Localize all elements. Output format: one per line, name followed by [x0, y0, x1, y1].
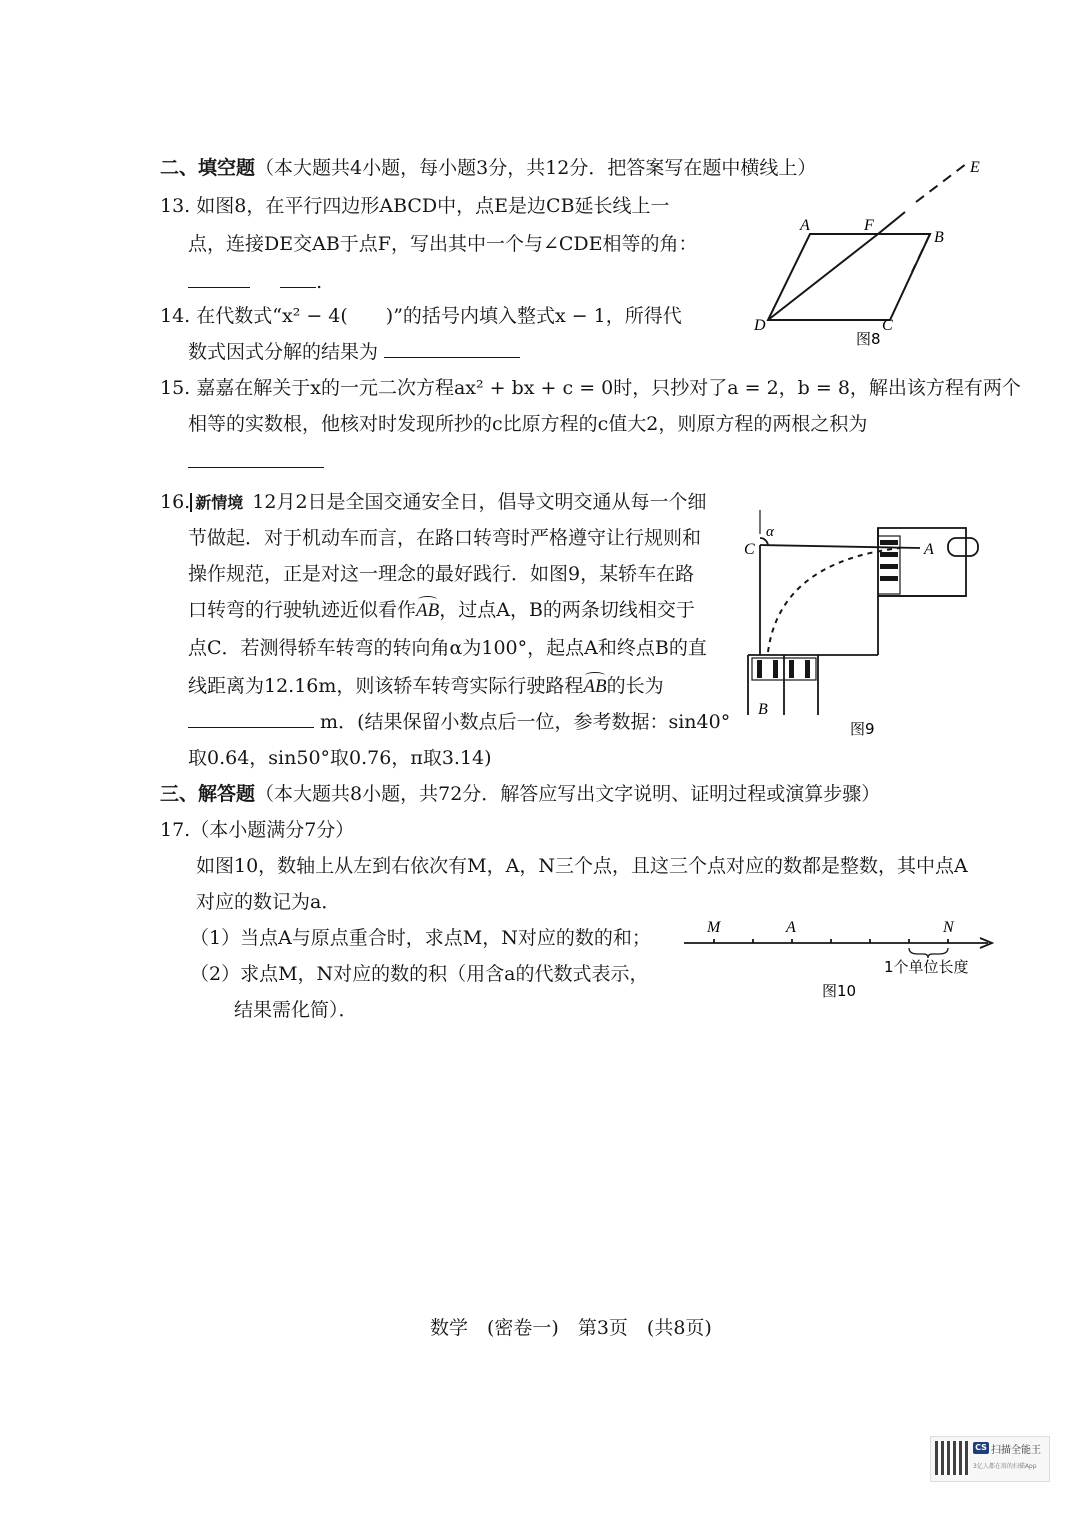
question-17-part-1-text: （1）当点A与原点重合时，求点M，N对应的数的和；	[190, 927, 651, 949]
crosswalk-stripes	[757, 540, 898, 678]
figure-10-caption: 图10	[822, 982, 857, 1000]
question-17-score: （本小题满分7分）	[190, 819, 355, 841]
label-F: F	[864, 217, 874, 234]
parallelogram-abcd	[768, 234, 930, 320]
qr-code-icon	[935, 1441, 969, 1475]
question-17-part-1	[190, 926, 651, 950]
label-N: N	[943, 919, 954, 936]
segment-fe-solid	[878, 212, 905, 234]
camscanner-logo-icon: CS	[973, 1442, 989, 1454]
question-15-line-1	[160, 376, 1021, 400]
question-13-number: 13.	[160, 195, 191, 217]
label-A-9: A	[924, 541, 934, 558]
question-17-text-1: 如图10，数轴上从左到右依次有M，A，N三个点，且这三个点对应的数都是整数，其中点A	[196, 855, 968, 877]
figure-8-parallelogram	[740, 150, 1000, 350]
answer-blank-13b[interactable]	[280, 271, 316, 288]
unit-length-brace	[909, 948, 948, 958]
label-A: A	[800, 217, 810, 234]
question-17-part-2-text-a: （2）求点M，N对应的数的积（用含a的代数式表示，	[190, 963, 649, 985]
section-3-heading	[160, 782, 880, 806]
label-E: E	[970, 159, 980, 176]
question-17-number: 17.	[160, 819, 191, 841]
label-C-9: C	[744, 541, 755, 558]
question-15-answer-line	[188, 450, 324, 474]
answer-blank-15[interactable]	[188, 451, 324, 468]
arc-ab-symbol: AB	[416, 600, 440, 621]
question-14-line-1	[160, 304, 682, 328]
question-17-part-2-text-b: 结果需化简）．	[234, 999, 358, 1021]
question-13-line-1	[160, 194, 670, 218]
label-A-10: A	[786, 919, 796, 936]
question-16-text-6a: 线距离为12.16m，则该轿车转弯实际行驶路程	[188, 675, 584, 697]
question-13-answer-line	[188, 270, 322, 294]
tangent-ca	[760, 545, 920, 548]
question-17-text-2: 对应的数记为a．	[196, 891, 341, 913]
question-13-line-2	[188, 232, 698, 256]
question-13-text-1: 如图8，在平行四边形ABCD中，点E是边CB延长线上一	[196, 195, 670, 217]
section-2-heading	[160, 156, 816, 180]
new-context-tag: 新情境	[190, 493, 246, 512]
camscanner-watermark	[930, 1436, 1050, 1482]
label-M: M	[707, 919, 721, 936]
question-16-text-7: m．(结果保留小数点后一位，参考数据：sin40°	[320, 711, 731, 733]
question-16-text-4b: ，过点A，B的两条切线相交于	[439, 599, 695, 621]
arc-ab-symbol-2: AB	[583, 676, 607, 697]
question-16-line-1	[160, 490, 707, 515]
question-16-line-5	[188, 636, 707, 660]
question-15-line-2	[188, 412, 867, 436]
question-17-part-2	[190, 962, 649, 986]
label-B: B	[934, 229, 944, 246]
question-16-text-4a: 口转弯的行驶轨迹近似看作	[188, 599, 417, 621]
question-13-end: .	[316, 271, 323, 293]
answer-blank-13a[interactable]	[188, 271, 250, 288]
label-B-9: B	[758, 701, 768, 718]
extension-be-dashed	[916, 164, 966, 202]
question-16-line-3	[188, 562, 694, 586]
question-14-text-1: 在代数式“x² − 4( )”的括号内填入整式x − 1，所得代	[196, 305, 682, 327]
question-16-text-6b: 的长为	[606, 675, 664, 697]
extension-cb-dashed	[912, 234, 930, 272]
label-alpha: α	[766, 524, 774, 540]
figure-10-number-line	[680, 912, 1000, 1006]
app-subtitle: 3亿人都在用的扫描App	[973, 1463, 1037, 1470]
question-17-header	[160, 818, 354, 842]
question-16-number: 16.	[160, 491, 191, 513]
question-16-line-8	[188, 746, 492, 770]
question-16-line-7	[188, 710, 730, 734]
label-C: C	[882, 317, 893, 334]
question-16-line-6	[188, 674, 664, 699]
question-15-text-2: 相等的实数根，他核对时发现所抄的c比原方程的c值大2，则原方程的两根之积为	[188, 413, 868, 435]
question-14-line-2	[188, 340, 520, 364]
figure-9-caption: 图9	[850, 720, 875, 738]
unit-length-label: 1个单位长度	[884, 958, 969, 976]
question-14-text-2: 数式因式分解的结果为	[188, 341, 379, 363]
question-17-line-2	[196, 890, 340, 914]
trajectory-arc-ab	[768, 548, 900, 652]
question-14-number: 14.	[160, 305, 191, 327]
question-16-line-2	[188, 526, 701, 550]
question-16-text-5: 点C．若测得轿车转弯的转向角α为100°，起点A和终点B的直	[188, 637, 707, 659]
question-15-text-1: 嘉嘉在解关于x的一元二次方程ax² + bx + c = 0时，只抄对了a = 2，b = 8，解出该方程有两个	[196, 377, 1021, 399]
label-D: D	[754, 317, 766, 334]
figure-8-caption: 图8	[856, 330, 881, 348]
question-16-text-3: 操作规范，正是对这一理念的最好践行．如图9，某轿车在路	[188, 563, 695, 585]
question-17-line-1	[196, 854, 968, 878]
section-2-note: （本大题共4小题，每小题3分，共12分．把答案写在题中横线上）	[255, 157, 817, 179]
figure-9-intersection	[740, 500, 990, 750]
question-16-line-4	[188, 598, 695, 623]
question-16-text-2: 节做起．对于机动车而言，在路口转弯时严格遵守让行规则和	[188, 527, 702, 549]
section-2-title: 二、填空题	[160, 157, 256, 179]
answer-blank-14[interactable]	[384, 341, 520, 358]
question-17-part-2-cont	[234, 998, 358, 1022]
page-footer: 数学 (密卷一) 第3页 (共8页)	[430, 1317, 712, 1339]
section-3-title: 三、解答题	[160, 783, 256, 805]
question-16-text-8: 取0.64，sin50°取0.76，π取3.14)	[188, 747, 492, 769]
app-name: 扫描全能王	[991, 1445, 1041, 1456]
question-15-number: 15.	[160, 377, 191, 399]
car-icon	[948, 538, 978, 556]
answer-blank-16[interactable]	[188, 711, 314, 728]
section-3-note: （本大题共8小题，共72分．解答应写出文字说明、证明过程或演算步骤）	[255, 783, 881, 805]
question-16-text-1: 12月2日是全国交通安全日，倡导文明交通从每一个细	[252, 491, 707, 513]
segment-df	[768, 234, 878, 320]
question-13-text-2: 点，连接DE交AB于点F，写出其中一个与∠CDE相等的角：	[188, 233, 698, 255]
